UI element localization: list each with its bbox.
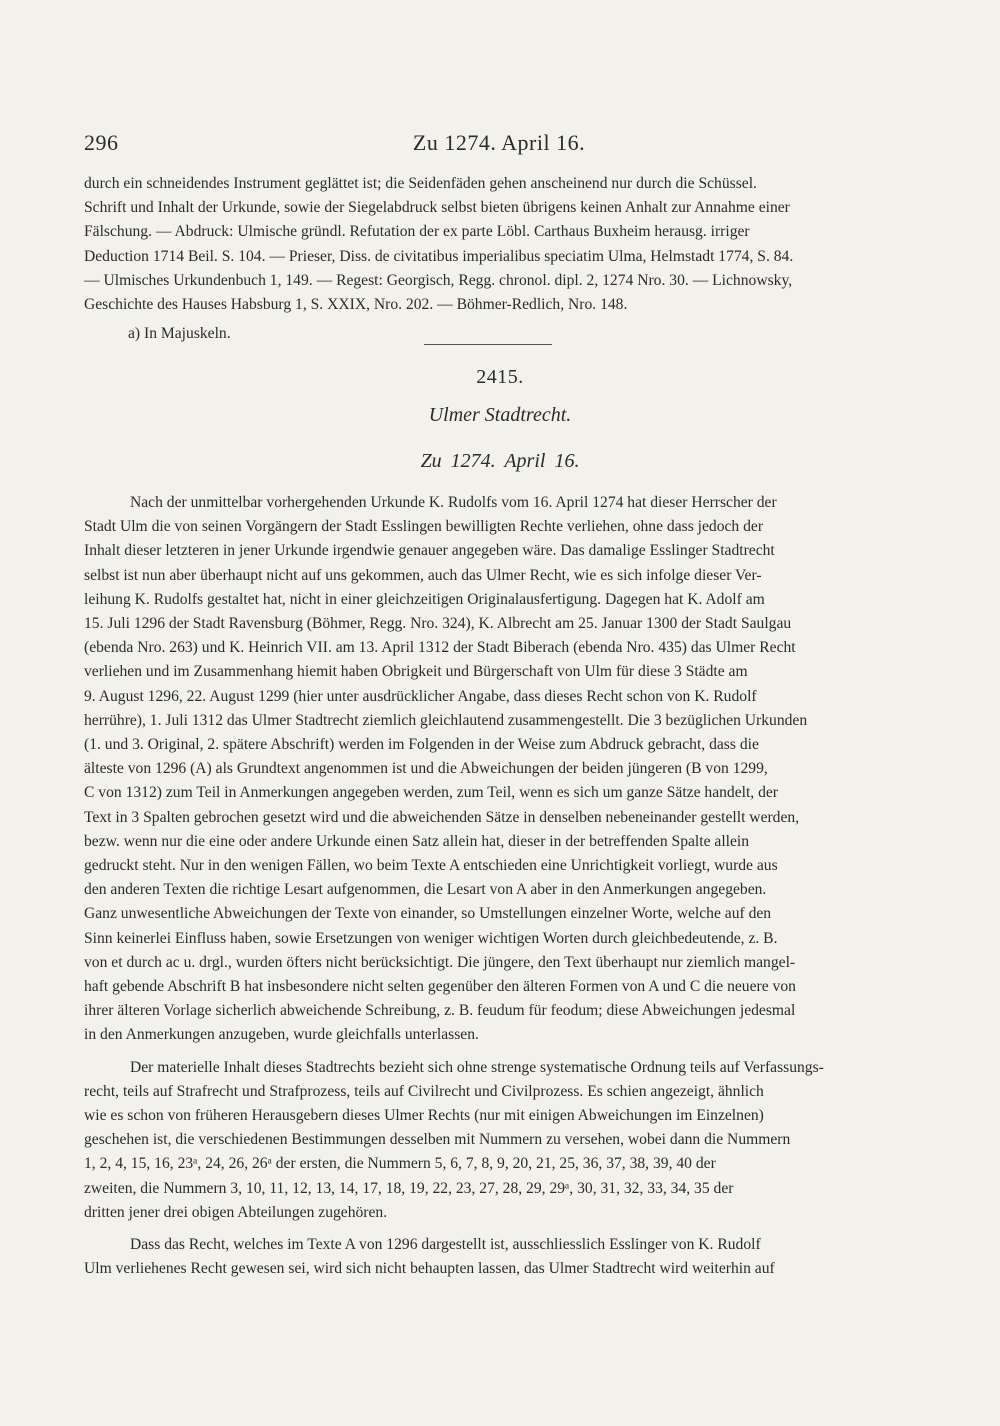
text-line: recht, teils auf Strafrecht und Strafprozess, teils auf Civilrecht und Civilprozess. Es schien angezeigt, ähnlich xyxy=(84,1082,764,1100)
text-line: älteste von 1296 (A) als Grundtext angenommen ist und die Abweichungen der beiden jüngeren (B von 1299, xyxy=(84,760,768,778)
text-line: Fälschung. — Abdruck: Ulmische gründl. Refutation der ex parte Löbl. Carthaus Buxheim herausg. irriger xyxy=(84,223,750,241)
text-line: in den Anmerkungen anzugeben, wurde gleichfalls unterlassen. xyxy=(84,1026,479,1044)
text-line: bezw. wenn nur die eine oder andere Urkunde einen Satz allein hat, dieser in der betreffenden Spalte allein xyxy=(84,832,750,850)
text-line: Ganz unwesentliche Abweichungen der Texte von einander, so Umstellungen einzelner Worte, welche auf den xyxy=(84,905,772,923)
text-line: 1, 2, 4, 15, 16, 23ᵃ, 24, 26, 26ᵃ der ersten, die Nummern 5, 6, 7, 8, 9, 20, 21, 25, 36, 37, 38, 39, 40 der xyxy=(84,1155,716,1173)
document-title: Ulmer Stadtrecht. xyxy=(428,404,572,426)
text-line: haft gebende Abschrift B hat insbesondere nicht selten gegenüber den älteren Formen von A und C die neuere von xyxy=(84,978,796,996)
top-paragraph xyxy=(84,172,904,317)
text-line: (ebenda Nro. 263) und K. Heinrich VII. am 13. April 1312 der Stadt Biberach (ebenda Nro. 435) das Ulmer Recht xyxy=(84,639,796,657)
page-number: 296 xyxy=(84,130,119,155)
text-line: zweiten, die Nummern 3, 10, 11, 12, 13, 14, 17, 18, 19, 22, 23, 27, 28, 29, 29ᵃ, 30, 31, 32, 33, 34, 35 der xyxy=(84,1179,734,1197)
text-line: durch ein schneidendes Instrument geglättet ist; die Seidenfäden gehen anscheinend nur durch die Schüssel. xyxy=(84,175,757,192)
text-line: Der materielle Inhalt dieses Stadtrechts bezieht sich ohne strenge systematische Ordnung teils auf Verfassungs- xyxy=(130,1058,824,1076)
paragraph-gap xyxy=(84,1048,904,1056)
text-line: Text in 3 Spalten gebrochen gesetzt wird und die abweichenden Sätze in denselben nebeneinander gestellt werden, xyxy=(84,808,800,826)
text-line: Nach der unmittelbar vorhergehenden Urkunde K. Rudolfs vom 16. April 1274 hat dieser Herrscher der xyxy=(130,494,777,511)
text-line: Inhalt dieser letzteren in jener Urkunde irgendwie genauer angegeben wäre. Das damalige Esslinger Stadtrecht xyxy=(84,542,775,560)
footnote: a) In Majuskeln. xyxy=(128,325,231,342)
text-line: ihrer älteren Vorlage sicherlich abweichende Schreibung, z. B. feudum für feodum; diese Abweichungen jedesmal xyxy=(84,1002,796,1020)
document-date: Zu 1274. April 16. xyxy=(420,450,580,472)
text-line: Schrift und Inhalt der Urkunde, sowie der Siegelabdruck selbst bieten übrigens keinen Anhalt zur Annahme einer xyxy=(84,199,790,217)
text-line: dritten jener drei obigen Abteilungen zugehören. xyxy=(84,1203,388,1221)
text-line: (1. und 3. Original, 2. spätere Abschrift) werden im Folgenden in der Weise zum Abdruck gebracht, dass die xyxy=(84,736,759,754)
main-text xyxy=(84,491,904,1282)
text-line: leihung K. Rudolfs gestaltet hat, nicht in einer gleichzeitigen Originalausfertigung. Dagegen hat K. Adolf am xyxy=(84,590,765,608)
text-line: von et durch ac u. drgl., wurden öfters nicht berücksichtigt. Die jüngere, den Text überhaupt nur ziemlich mangel- xyxy=(84,953,796,971)
text-line: Deduction 1714 Beil. S. 104. — Prieser, Diss. de civitatibus imperialibus speciatim Ulma, Helmstadt 1774, S. 84. xyxy=(84,247,794,265)
page-header xyxy=(84,126,914,166)
text-line: Stadt Ulm die von seinen Vorgängern der Stadt Esslingen bewilligten Rechte verliehen, ohne dass jedoch der xyxy=(84,518,764,536)
text-line: — Ulmisches Urkundenbuch 1, 149. — Regest: Georgisch, Regg. chronol. dipl. 2, 1274 Nro. 30. — Lichnowsky, xyxy=(84,271,793,289)
text-line: wie es schon von früheren Herausgebern dieses Ulmer Rechts (nur mit einigen Abweichungen im Einzelnen) xyxy=(84,1107,764,1125)
paragraph-gap xyxy=(84,1225,904,1233)
text-line: Ulm verliehenes Recht gewesen sei, wird sich nicht behaupten lassen, das Ulmer Stadtrecht wird weiterhin auf xyxy=(84,1260,775,1278)
paragraph-2 xyxy=(84,1056,904,1225)
text-line: 15. Juli 1296 der Stadt Ravensburg (Böhmer, Regg. Nro. 324), K. Albrecht am 25. Januar 1300 der Stadt Saulgau xyxy=(84,615,792,633)
text-line: den anderen Texten die richtige Lesart aufgenommen, die Lesart von A aber in den Anmerkungen angegeben. xyxy=(84,881,767,899)
text-line: selbst ist nun aber überhaupt nicht auf uns gekommen, auch das Ulmer Recht, wie es sich infolge dieser Ver- xyxy=(84,566,762,584)
text-line: Sinn keinerlei Einfluss haben, sowie Ersetzungen von weniger wichtigen Worten durch gleichbedeutende, z. B. xyxy=(84,929,778,947)
text-line: Geschichte des Hauses Habsburg 1, S. XXIX, Nro. 202. — Böhmer-Redlich, Nro. 148. xyxy=(84,296,628,314)
text-line: herrühre), 1. Juli 1312 das Ulmer Stadtrecht ziemlich gleichlautend zusammengestellt. Die 3 bezüglichen Urkunden xyxy=(84,711,808,729)
paragraph-1 xyxy=(84,491,904,1048)
document-number: 2415. xyxy=(476,366,524,388)
text-line: gedruckt steht. Nur in den wenigen Fällen, wo beim Texte A entschieden eine Unrichtigkeit vorliegt, wurde aus xyxy=(84,857,778,875)
text-line: 9. August 1296, 22. August 1299 (hier unter ausdrücklicher Angabe, dass dieses Recht schon von K. Rudolf xyxy=(84,687,757,705)
text-line: geschehen ist, die verschiedenen Bestimmungen desselben mit Nummern zu versehen, wobei dann die Nummern xyxy=(84,1131,791,1149)
running-head: Zu 1274. April 16. xyxy=(412,130,586,155)
text-line: Dass das Recht, welches im Texte A von 1296 dargestellt ist, ausschliesslich Esslinger von K. Rudolf xyxy=(130,1236,761,1254)
text-line: verliehen und im Zusammenhang hiemit haben Obrigkeit und Bürgerschaft von Ulm für diese 3 Städte am xyxy=(84,663,748,681)
section-divider xyxy=(424,344,552,345)
text-line: C von 1312) zum Teil in Anmerkungen angegeben werden, zum Teil, wenn es sich um ganze Sätze handelt, der xyxy=(84,784,778,802)
paragraph-3 xyxy=(84,1233,904,1281)
